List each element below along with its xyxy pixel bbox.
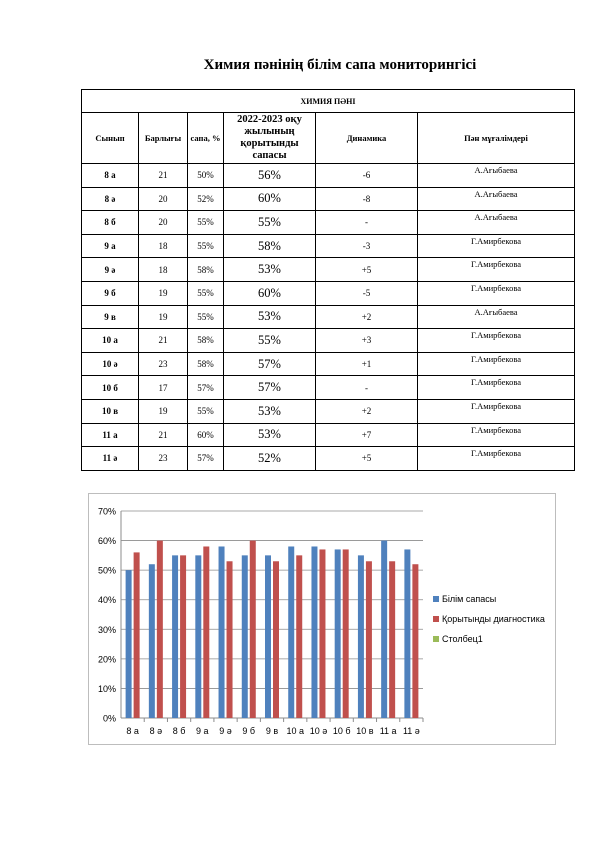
teacher-cell: А.Ағыбаева [418, 211, 575, 235]
dynamics-cell: -5 [316, 281, 418, 305]
final-quality-cell: 52% [224, 447, 316, 471]
quality-cell: 55% [188, 211, 224, 235]
bar-bilim-sapasy [311, 546, 317, 718]
final-quality-cell: 57% [224, 352, 316, 376]
bar-qorytyndy-diagnostika [389, 561, 395, 718]
total-cell: 21 [139, 164, 188, 188]
y-tick-label: 50% [97, 565, 116, 576]
y-tick-label: 0% [102, 713, 116, 724]
header-total: Барлығы [139, 113, 188, 164]
dynamics-cell: +5 [316, 447, 418, 471]
x-tick-label: 10 а [286, 726, 304, 736]
dynamics-cell: -3 [316, 234, 418, 258]
table-row [82, 281, 575, 305]
final-quality-cell: 53% [224, 305, 316, 329]
total-cell: 18 [139, 234, 188, 258]
header-teachers: Пән мұғалімдері [418, 113, 575, 164]
total-cell: 18 [139, 258, 188, 282]
dynamics-cell: +2 [316, 399, 418, 423]
bar-bilim-sapasy [149, 564, 155, 718]
final-quality-cell: 58% [224, 234, 316, 258]
dynamics-cell: +3 [316, 329, 418, 353]
y-tick-label: 20% [97, 654, 116, 665]
header-class: Сынып [82, 113, 139, 164]
legend-label: Білім сапасы [442, 594, 497, 604]
bar-qorytyndy-diagnostika [227, 561, 233, 718]
quality-cell: 58% [188, 352, 224, 376]
total-cell: 21 [139, 329, 188, 353]
table-row [82, 164, 575, 188]
header-dynamics: Динамика [316, 113, 418, 164]
bar-qorytyndy-diagnostika [296, 555, 302, 718]
bar-qorytyndy-diagnostika [157, 541, 163, 718]
table-row [82, 305, 575, 329]
y-tick-label: 40% [97, 595, 116, 606]
teacher-cell: Г.Амирбекова [418, 399, 575, 423]
class-cell: 9 в [82, 305, 139, 329]
bar-qorytyndy-diagnostika [203, 546, 209, 718]
teacher-cell: Г.Амирбекова [418, 376, 575, 400]
dynamics-cell: - [316, 211, 418, 235]
x-tick-label: 8 б [172, 726, 186, 736]
class-cell: 8 а [82, 164, 139, 188]
final-quality-cell: 55% [224, 211, 316, 235]
quality-table [81, 89, 575, 471]
final-quality-cell: 60% [224, 281, 316, 305]
table-row [82, 447, 575, 471]
quality-cell: 60% [188, 423, 224, 447]
total-cell: 19 [139, 281, 188, 305]
table-row [82, 376, 575, 400]
final-quality-cell: 60% [224, 187, 316, 211]
final-quality-cell: 53% [224, 258, 316, 282]
quality-cell: 57% [188, 376, 224, 400]
table-row [82, 211, 575, 235]
total-cell: 20 [139, 187, 188, 211]
final-quality-cell: 53% [224, 423, 316, 447]
quality-cell: 55% [188, 399, 224, 423]
class-cell: 11 ә [82, 447, 139, 471]
table-body [82, 164, 575, 471]
quality-cell: 58% [188, 258, 224, 282]
dynamics-cell: -6 [316, 164, 418, 188]
final-quality-cell: 53% [224, 399, 316, 423]
bar-qorytyndy-diagnostika [134, 552, 140, 718]
class-cell: 8 ә [82, 187, 139, 211]
legend-swatch [433, 636, 439, 642]
total-cell: 17 [139, 376, 188, 400]
total-cell: 21 [139, 423, 188, 447]
dynamics-cell: +2 [316, 305, 418, 329]
teacher-cell: Г.Амирбекова [418, 329, 575, 353]
quality-cell: 55% [188, 305, 224, 329]
dynamics-cell: -8 [316, 187, 418, 211]
bar-bilim-sapasy [219, 546, 225, 718]
x-tick-label: 9 ә [219, 726, 232, 736]
x-tick-label: 11 а [379, 726, 397, 736]
bar-qorytyndy-diagnostika [366, 561, 372, 718]
table-row [82, 187, 575, 211]
class-cell: 10 ә [82, 352, 139, 376]
x-tick-label: 10 в [356, 726, 374, 736]
table-row [82, 399, 575, 423]
table-row [82, 258, 575, 282]
table-row [82, 234, 575, 258]
quality-cell: 57% [188, 447, 224, 471]
bar-qorytyndy-diagnostika [250, 541, 256, 718]
class-cell: 9 а [82, 234, 139, 258]
teacher-cell: Г.Амирбекова [418, 258, 575, 282]
teacher-cell: Г.Амирбекова [418, 281, 575, 305]
bar-qorytyndy-diagnostika [343, 549, 349, 718]
table-caption: ХИМИЯ ПӘНІ [82, 90, 575, 113]
y-tick-label: 70% [97, 506, 116, 517]
quality-cell: 55% [188, 281, 224, 305]
page-title: Химия пәнінің білім сапа мониторингісі [203, 57, 477, 73]
table-row [82, 423, 575, 447]
class-cell: 10 а [82, 329, 139, 353]
chart-area [88, 493, 556, 745]
x-tick-label: 9 в [265, 726, 279, 736]
y-tick-label: 10% [97, 683, 116, 694]
class-cell: 8 б [82, 211, 139, 235]
table-row [82, 329, 575, 353]
class-cell: 9 ә [82, 258, 139, 282]
bar-bilim-sapasy [358, 555, 364, 718]
class-cell: 11 а [82, 423, 139, 447]
final-quality-cell: 55% [224, 329, 316, 353]
bar-bilim-sapasy [265, 555, 271, 718]
x-tick-label: 10 б [332, 726, 351, 736]
quality-cell: 58% [188, 329, 224, 353]
bar-bilim-sapasy [288, 546, 294, 718]
teacher-cell: Г.Амирбекова [418, 352, 575, 376]
bar-qorytyndy-diagnostika [412, 564, 418, 718]
final-quality-cell: 57% [224, 376, 316, 400]
teacher-cell: Г.Амирбекова [418, 447, 575, 471]
quality-cell: 50% [188, 164, 224, 188]
x-tick-label: 10 ә [309, 726, 328, 736]
header-quality: сапа, % [188, 113, 224, 164]
bar-bilim-sapasy [172, 555, 178, 718]
x-tick-label: 9 а [196, 726, 209, 736]
bar-qorytyndy-diagnostika [180, 555, 186, 718]
bar-qorytyndy-diagnostika [319, 549, 325, 718]
x-tick-label: 9 б [242, 726, 256, 736]
legend-label: Қорытынды диагностика [442, 614, 545, 624]
dynamics-cell: +5 [316, 258, 418, 282]
header-final-quality: 2022-2023 оқу жылының қорытынды сапасы [224, 113, 316, 164]
x-tick-label: 11 ә [402, 726, 420, 736]
class-cell: 9 б [82, 281, 139, 305]
dynamics-cell: - [316, 376, 418, 400]
bar-bilim-sapasy [335, 549, 341, 718]
teacher-cell: А.Ағыбаева [418, 187, 575, 211]
bar-bilim-sapasy [404, 549, 410, 718]
total-cell: 23 [139, 447, 188, 471]
dynamics-cell: +1 [316, 352, 418, 376]
legend-swatch [433, 596, 439, 602]
x-tick-label: 8 ә [149, 726, 163, 736]
bar-bilim-sapasy [242, 555, 248, 718]
y-tick-label: 60% [97, 536, 116, 547]
quality-cell: 55% [188, 234, 224, 258]
legend-label: Столбец1 [442, 634, 483, 644]
bar-qorytyndy-diagnostika [273, 561, 279, 718]
total-cell: 19 [139, 399, 188, 423]
final-quality-cell: 56% [224, 164, 316, 188]
total-cell: 19 [139, 305, 188, 329]
teacher-cell: Г.Амирбекова [418, 423, 575, 447]
y-tick-label: 30% [97, 624, 116, 635]
total-cell: 23 [139, 352, 188, 376]
teacher-cell: А.Ағыбаева [418, 305, 575, 329]
class-cell: 10 в [82, 399, 139, 423]
bar-bilim-sapasy [126, 570, 132, 718]
bar-bilim-sapasy [195, 555, 201, 718]
legend-swatch [433, 616, 439, 622]
quality-cell: 52% [188, 187, 224, 211]
teacher-cell: А.Ағыбаева [418, 164, 575, 188]
bar-bilim-sapasy [381, 541, 387, 718]
class-cell: 10 б [82, 376, 139, 400]
teacher-cell: Г.Амирбекова [418, 234, 575, 258]
total-cell: 20 [139, 211, 188, 235]
dynamics-cell: +7 [316, 423, 418, 447]
table-row [82, 352, 575, 376]
bar-chart [89, 494, 555, 744]
x-tick-label: 8 а [126, 726, 139, 736]
